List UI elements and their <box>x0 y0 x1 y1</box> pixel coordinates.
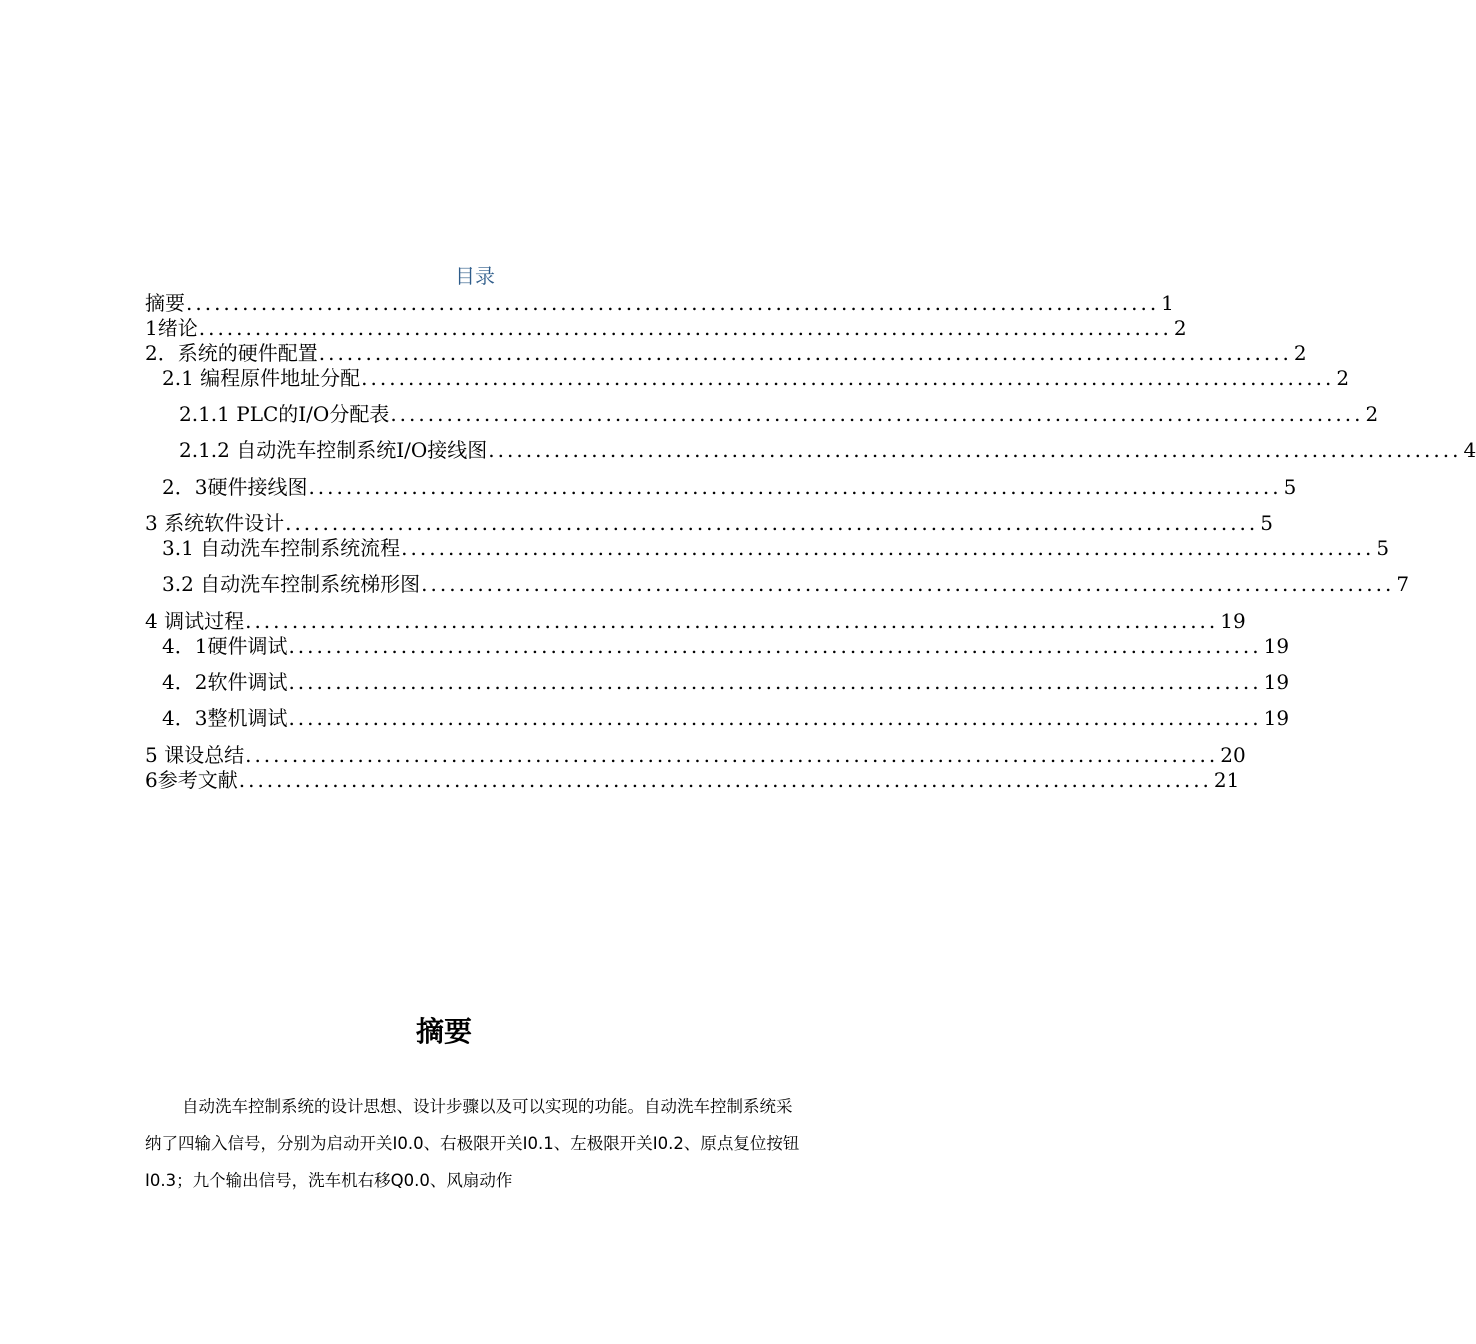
toc-entry-introduction[interactable] <box>145 315 1187 341</box>
toc-leader-dots: ........................................................................................................ <box>245 743 1219 767</box>
toc-entry-references[interactable] <box>145 767 1240 793</box>
toc-entry-label: 摘要 <box>145 291 185 315</box>
toc-entry-page: 2 <box>1293 341 1307 365</box>
toc-leader-dots: ........................................................................................................ <box>401 536 1375 560</box>
toc-entry-abstract[interactable] <box>145 290 1174 316</box>
toc-leader-dots: ........................................................................................................ <box>186 291 1160 315</box>
toc-leader-dots: ........................................................................................................ <box>288 670 1262 694</box>
toc-entry-label: 4．1硬件调试 <box>162 634 288 658</box>
toc-entry-label: 2.1.2 自动洗车控制系统I/O接线图 <box>179 438 488 462</box>
toc-entry-label: 4．2软件调试 <box>162 670 288 694</box>
toc-entry-page: 7 <box>1396 572 1410 596</box>
toc-leader-dots: ........................................................................................................ <box>421 572 1395 596</box>
toc-entry-page: 19 <box>1220 609 1246 633</box>
toc-entry-page: 19 <box>1263 670 1290 694</box>
toc-entry-hardware-debug[interactable] <box>162 633 1290 659</box>
toc-leader-dots: ........................................................................................................ <box>318 341 1292 365</box>
toc-entry-label: 4 调试过程 <box>145 609 245 633</box>
toc-entry-page: 2 <box>1336 366 1350 390</box>
toc-leader-dots: ........................................................................................................ <box>288 634 1262 658</box>
toc-entry-page: 2 <box>1173 316 1187 340</box>
abstract-paragraph: 自动洗车控制系统的设计思想、设计步骤以及可以实现的功能。自动洗车控制系统采纳了四输入信号，分别为启动开关I0.0、右极限开关I0.1、左极限开关I0.2、原点复位按钮I0.3；九个输出信号，洗车机右移Q0.0、风扇动作 <box>145 1097 800 1190</box>
toc-entry-hardware-config[interactable] <box>145 340 1307 366</box>
toc-entry-label: 2．系统的硬件配置 <box>145 341 318 365</box>
toc-entry-process-flow[interactable] <box>162 535 1390 561</box>
toc-entry-label: 2．3硬件接线图 <box>162 475 308 499</box>
toc-leader-dots: ........................................................................................................ <box>488 438 1462 462</box>
toc-entry-software-debug[interactable] <box>162 669 1290 695</box>
toc-leader-dots: ........................................................................................................ <box>198 316 1172 340</box>
toc-entry-label: 6参考文献 <box>145 768 238 792</box>
toc-entry-label: 3.2 自动洗车控制系统梯形图 <box>162 572 421 596</box>
toc-entry-ladder-diagram[interactable] <box>162 571 1410 597</box>
toc-leader-dots: ........................................................................................................ <box>285 511 1259 535</box>
toc-entry-page: 19 <box>1263 634 1290 658</box>
toc-entry-page: 5 <box>1260 511 1273 535</box>
toc-entry-summary[interactable] <box>145 742 1246 768</box>
toc-entry-hardware-wiring[interactable] <box>162 474 1297 500</box>
toc-entry-label: 3.1 自动洗车控制系统流程 <box>162 536 401 560</box>
toc-entry-address-allocation[interactable] <box>162 365 1350 391</box>
toc-entry-software-design[interactable] <box>145 510 1273 536</box>
toc-entry-system-debug[interactable] <box>162 705 1290 731</box>
toc-leader-dots: ........................................................................................................ <box>390 402 1364 426</box>
toc-entry-label: 3 系统软件设计 <box>145 511 285 535</box>
toc-entry-io-wiring[interactable] <box>179 437 1476 463</box>
toc-leader-dots: ........................................................................................................ <box>245 609 1219 633</box>
toc-entry-page: 5 <box>1283 475 1297 499</box>
toc-title: 目录 <box>455 264 495 288</box>
toc-entry-page: 21 <box>1213 768 1240 792</box>
toc-leader-dots: ........................................................................................................ <box>238 768 1212 792</box>
toc-entry-debugging[interactable] <box>145 608 1246 634</box>
toc-entry-page: 20 <box>1220 743 1246 767</box>
toc-leader-dots: ........................................................................................................ <box>288 706 1262 730</box>
toc-leader-dots: ........................................................................................................ <box>361 366 1335 390</box>
toc-leader-dots: ........................................................................................................ <box>308 475 1282 499</box>
abstract-heading: 摘要 <box>415 1015 472 1048</box>
toc-entry-label: 4．3整机调试 <box>162 706 288 730</box>
toc-entry-page: 19 <box>1263 706 1290 730</box>
toc-entry-label: 2.1 编程原件地址分配 <box>162 366 361 390</box>
toc-entry-label: 1绪论 <box>145 316 198 340</box>
toc-entry-io-table[interactable] <box>179 401 1379 427</box>
toc-entry-label: 2.1.1 PLC的I/O分配表 <box>179 402 390 426</box>
toc-entry-page: 5 <box>1376 536 1390 560</box>
toc-entry-page: 2 <box>1365 402 1379 426</box>
toc-entry-page: 1 <box>1161 291 1174 315</box>
toc-entry-label: 5 课设总结 <box>145 743 245 767</box>
toc-entry-page: 4 <box>1463 438 1476 462</box>
